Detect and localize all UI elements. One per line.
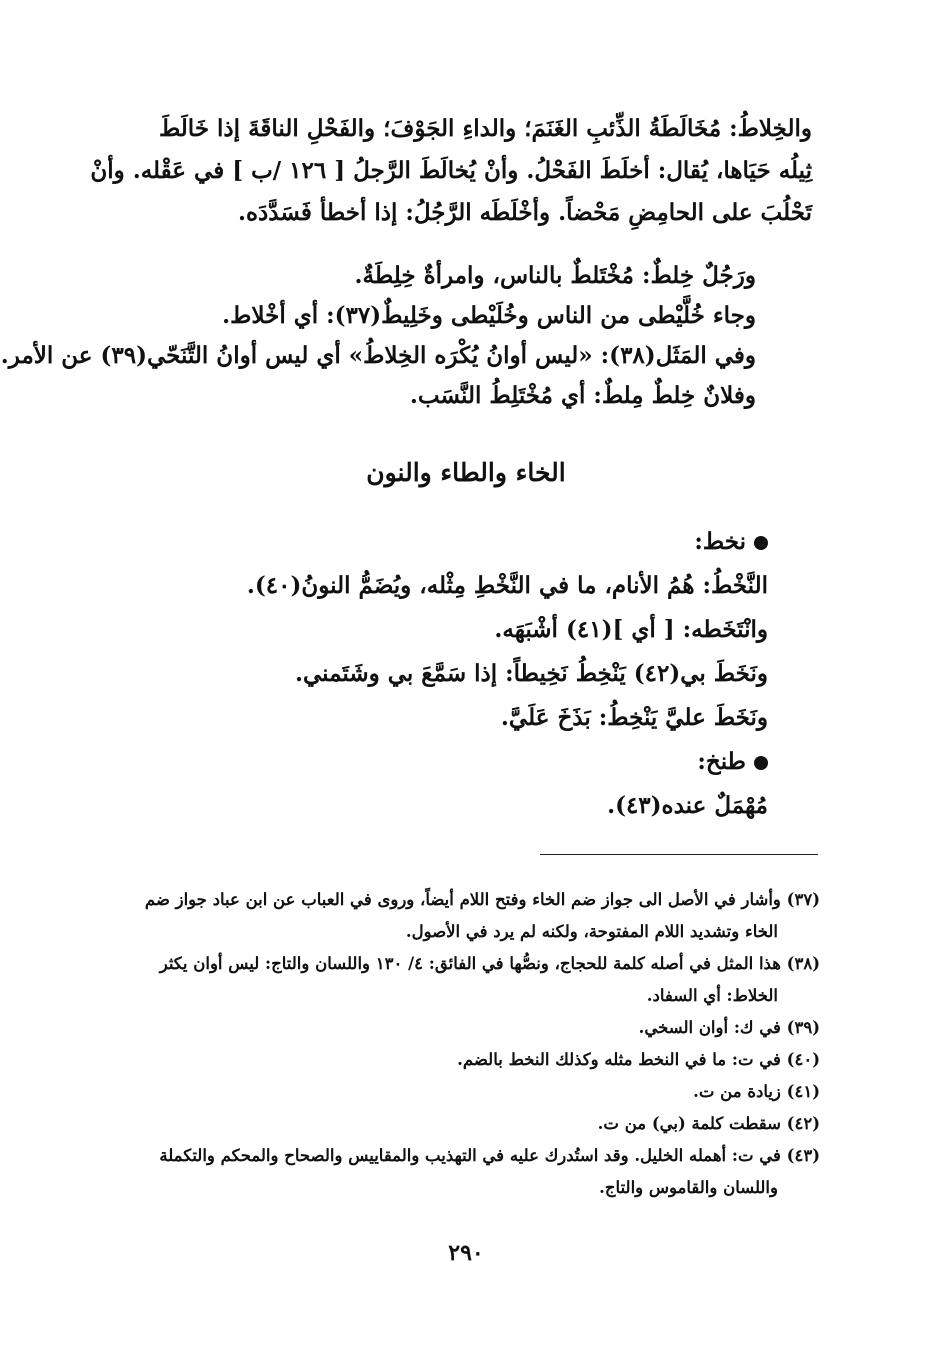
text-line: وفلانٌ خِلطٌ مِلطٌ: أي مُخْتَلِطُ النَّسَب. <box>409 382 756 409</box>
footnote <box>96 1140 820 1204</box>
text-line: ورَجُلٌ خِلطٌ: مُخْتَلطٌ بالناس، وامرأةٌ خِلِطَةٌ. <box>354 262 756 289</box>
footnote-line: (٤١) زيادة من ت. <box>693 1082 820 1101</box>
text-line: تَحْلُبَ على الحامِضِ مَحْضاً. وأخْلَطَه الرَّجُلُ: إذا أخطأ فَسَدَّدَه. <box>237 199 812 226</box>
definitions-paragraph <box>0 256 756 416</box>
bullet-icon <box>754 536 768 550</box>
text-line: ونَخَطَ عليَّ يَنْخِطُ: بَذَخَ عَلَيَّ. <box>500 704 768 731</box>
text-line: ثِيلُه حَيَاها، يُقال: أخلَطَ الفَحْلُ. وأنْ يُخالَطَ الرَّجلُ [ ١٢٦ /ب ] في عَقْله. وأنْ <box>90 157 812 184</box>
footnote-line: (٣٨) هذا المثل في أصله كلمة للحجاج، ونصُّها في الفائق: ٤/ ١٣٠ واللسان والتاج: ليس أوان يكثر <box>159 954 820 973</box>
footnote <box>96 1012 820 1044</box>
footnote-line: (٤٣) في ت: أهمله الخليل. وقد استُدرك عليه في التهذيب والمقاييس والصحاح والمحكم والتكملة <box>159 1146 820 1165</box>
footnote-divider <box>540 854 818 855</box>
footnote <box>96 1076 820 1108</box>
footnote-line: (٣٧) وأشار في الأصل الى جواز ضم الخاء وفتح اللام أيضاً، وروى في العباب عن ابن عباد جواز ضم <box>144 890 820 909</box>
footnotes <box>96 884 820 1204</box>
entries-block <box>200 520 768 828</box>
footnote <box>96 884 820 948</box>
text-line: النَّخْطُ: هُمُ الأنام، ما في النَّخْطِ مِثْله، ويُضَمُّ النونُ(٤٠). <box>246 572 768 599</box>
footnote <box>96 1108 820 1140</box>
entry-headword-nkht <box>200 520 768 564</box>
headword-label: طنخ: <box>697 748 746 775</box>
footnote-line: الخلاط: أي السفاد. <box>646 986 778 1005</box>
footnote <box>96 948 820 1012</box>
page-number: ٢٩٠ <box>448 1240 484 1266</box>
text-line: وجاء خُلَّيْطى من الناس وخُلَيْطى وخَلِيطٌ(٣٧): أي أخْلاط. <box>222 302 756 329</box>
text-line: والخِلاطُ: مُخَالَطَةُ الذِّئبِ الغَنَمَ؛ والداءِ الجَوْفَ؛ والفَحْلِ الناقَةَ إذا خَالَطَ <box>158 115 812 142</box>
text-line: وفي المَثَل(٣٨): «ليس أوانُ يُكْرَه الخِلاطُ» أي ليس أوانُ التَّنَحّي(٣٩) عن الأمر. <box>0 342 756 369</box>
footnote-line: الخاء وتشديد اللام المفتوحة، ولكنه لم يرد في الأصول. <box>405 922 778 941</box>
text-line: وانْتَخَطه: [ أي ](٤١) أشْبَهَه. <box>494 616 768 643</box>
footnote-line: واللسان والقاموس والتاج. <box>599 1178 778 1197</box>
headword-label: نخط: <box>694 528 746 555</box>
opening-paragraph <box>90 108 812 234</box>
text-line: ونَخَطَ بي(٤٢) يَنْخِطُ نَخِيطاً: إذا سَمَّعَ بي وشَتَمني. <box>294 660 768 687</box>
bullet-icon <box>754 756 768 770</box>
text-line: مُهْمَلٌ عنده(٤٣). <box>607 792 768 819</box>
section-heading: الخاء والطاء والنون <box>366 458 566 487</box>
entry-headword-tnkh <box>200 740 768 784</box>
footnote <box>96 1044 820 1076</box>
footnote-line: (٤٠) في ت: ما في النخط مثله وكذلك النخط بالضم. <box>457 1050 820 1069</box>
footnote-line: (٣٩) في ك: أوان السخي. <box>638 1018 820 1037</box>
footnote-line: (٤٢) سقطت كلمة (بي) من ت. <box>597 1114 820 1133</box>
